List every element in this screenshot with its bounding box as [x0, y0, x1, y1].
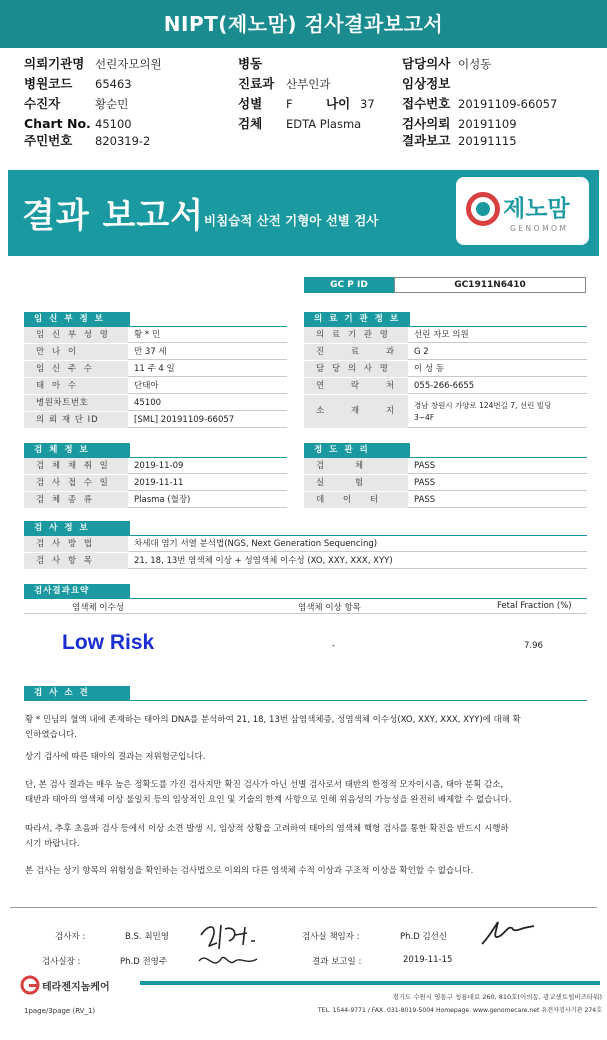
institution-row [304, 327, 587, 343]
findings-paragraph: 인하였습니다. [25, 730, 77, 740]
specimen-row [24, 458, 287, 474]
header-value: 820319-2 [95, 134, 151, 148]
patient-row [24, 395, 287, 411]
chief-label: 검사실장 : [42, 957, 81, 967]
row-value: [SML] 20191109-66057 [134, 415, 235, 425]
header-label: 병동 [238, 56, 263, 71]
patient-row [24, 412, 287, 428]
lab-lead-label: 검사실 책임자 : [302, 932, 360, 942]
row-value: PASS [414, 478, 436, 488]
section-divider [24, 598, 587, 599]
institution-row [304, 378, 587, 394]
header-label: 검체 [238, 116, 263, 131]
row-key: 병원차트번호 [24, 395, 128, 411]
institution-row [304, 395, 587, 428]
footer-line [140, 981, 600, 985]
institution-row [304, 361, 587, 377]
row-key: 임 신 부 성 명 [24, 327, 128, 343]
institution-row [304, 344, 587, 360]
header-value: 37 [360, 97, 375, 111]
specimen-row [24, 492, 287, 508]
header-label: 의뢰기관명 [24, 56, 85, 71]
row-value: 2019-11-09 [134, 461, 184, 471]
row-key: 검 체 종 류 [24, 492, 128, 508]
row-key: 검 사 방 법 [24, 536, 128, 552]
summary-col-abnormal: 염색체 이상 항목 [298, 603, 361, 613]
row-key: 소 재 지 [304, 395, 408, 428]
row-value: 단태아 [134, 381, 159, 391]
findings-heading: 검 사 소 견 [24, 686, 130, 700]
row-value: 2019-11-11 [134, 478, 184, 488]
footer-address: 경기도 수원시 영통구 청룡대로 260, 810호(이의동, 광교센트럴비즈타워) [392, 993, 602, 1001]
lab-lead-signature-icon [478, 918, 538, 950]
header-label: 나이 [326, 96, 351, 111]
page-number: 1page/3page (RV_1) [24, 1007, 96, 1015]
tester-label: 검사자 : [55, 932, 86, 942]
risk-result: Low Risk [62, 631, 155, 654]
chief-name: Ph.D 전영주 [120, 957, 168, 967]
row-value: 055-266-6655 [414, 381, 475, 391]
row-value: G 2 [414, 347, 429, 357]
header-value: 65463 [95, 77, 132, 91]
row-key: 검 사 접 수 일 [24, 475, 128, 491]
result-report-title: 결과 보고서 [22, 196, 205, 236]
test-info-row [24, 536, 587, 552]
header-value: 20191109-66057 [458, 97, 558, 111]
logo-text: 제노맘 [503, 196, 570, 222]
row-key: 의 료 기 관 명 [304, 327, 408, 343]
abnormal-value: - [332, 641, 336, 651]
row-value: 45100 [134, 398, 162, 408]
row-key: 검 사 항 목 [24, 553, 128, 569]
summary-col-fetal-fraction: Fetal Fraction (%) [497, 601, 572, 611]
header-value: 20191109 [458, 117, 517, 131]
header-label: 진료과 [238, 76, 275, 91]
lab-lead-name: Ph.D 김선신 [400, 932, 448, 942]
header-value: 20191115 [458, 134, 517, 148]
row-value: 경남 창원시 가양로 124번길 7, 선린 빌딩 [414, 401, 552, 410]
logo-mark-inner-icon [476, 202, 490, 216]
header-value: 이성동 [458, 57, 492, 71]
header-label: 성별 [238, 96, 263, 111]
row-key: 의 뢰 재 단 ID [24, 412, 128, 428]
row-key: 만 나 이 [24, 344, 128, 360]
row-key: 태 아 수 [24, 378, 128, 394]
signature-divider [10, 907, 597, 908]
logo-subtext: GENOMOM [510, 224, 569, 233]
row-value: 21, 18, 13번 염색체 이상 + 성염색체 이수성 (XO, XXY, XXX, XYY) [134, 556, 393, 566]
row-key: 실 험 [304, 475, 408, 491]
header-label: 병원코드 [24, 76, 73, 91]
row-value: PASS [414, 495, 436, 505]
findings-paragraph: 상기 검사에 따른 태아의 결과는 저위험군입니다. [25, 752, 206, 762]
gcp-id-value: GC1911N6410 [394, 277, 586, 293]
row-key: 검 체 채 취 일 [24, 458, 128, 474]
row-key: 데 이 터 [304, 492, 408, 508]
row-value-cont: 3~4F [414, 413, 435, 422]
header-label: 담당의사 [402, 56, 451, 71]
header-label: 임상정보 [402, 76, 451, 91]
row-value: 차세대 염기 서열 분석법(NGS, Next Generation Sequencing) [134, 539, 378, 549]
summary-heading: 검사결과요약 [24, 584, 130, 598]
qc-heading: 정 도 관 리 [304, 443, 410, 457]
findings-paragraph: 시기 바랍니다. [25, 839, 80, 849]
summary-col-aneuploidy: 염색체 이수성 [72, 603, 124, 613]
report-date-value: 2019-11-15 [403, 955, 453, 965]
qc-row [304, 475, 587, 491]
result-report-subtitle: 비침습적 산전 기형아 선별 검사 [204, 213, 379, 228]
qc-row [304, 492, 587, 508]
header-value: 황순민 [95, 97, 129, 111]
patient-row [24, 378, 287, 394]
patient-row [24, 344, 287, 360]
institution-info-heading: 의 료 기 관 정 보 [304, 312, 410, 326]
test-info-heading: 검 사 정 보 [24, 521, 130, 535]
row-value: 11 주 4 일 [134, 364, 175, 374]
company-logo-icon [20, 975, 40, 995]
summary-divider [24, 613, 587, 614]
header-value: EDTA Plasma [286, 117, 362, 131]
fetal-fraction-value: 7.96 [524, 641, 543, 651]
test-info-row [24, 553, 587, 569]
header-label: Chart No. [24, 116, 91, 131]
row-key: 진 료 과 [304, 344, 408, 360]
findings-paragraph: 본 검사는 상기 항목의 위험성을 확인하는 검사법으로 이외의 다른 염색체 수적 이상과 구조적 이상을 확인할 수 없습니다. [25, 866, 474, 876]
patient-row [24, 327, 287, 343]
header-label: 검사의뢰 [402, 116, 451, 131]
tester-name: B.S. 최민영 [125, 932, 169, 942]
header-value: 선린자모의원 [95, 57, 162, 71]
row-key: 임 신 주 수 [24, 361, 128, 377]
row-value: Plasma (혈장) [134, 495, 191, 505]
header-label: 접수번호 [402, 96, 451, 111]
header-label: 주민번호 [24, 133, 73, 148]
section-divider [24, 700, 587, 701]
specimen-info-heading: 검 체 정 보 [24, 443, 130, 457]
row-value: 황 * 민 [134, 330, 161, 340]
row-value: 이 성 동 [414, 364, 445, 374]
row-value: PASS [414, 461, 436, 471]
findings-paragraph: 태반과 태아의 염색체 이상 불일치 등의 임상적인 요인 및 기술의 한계 사항으로 인해 위음성의 가능성을 완전히 배제할 수 없습니다. [25, 795, 512, 805]
qc-row [304, 458, 587, 474]
row-value: 선린 자모 의원 [414, 330, 469, 340]
header-value: 45100 [95, 117, 132, 131]
tester-signature-icon [195, 915, 265, 975]
findings-paragraph: 단, 본 검사 결과는 매우 높은 정확도를 가진 검사지만 확진 검사가 아닌 선별 검사로서 태반의 한정적 모자이시즘, 태아 분획 감소, [25, 780, 504, 790]
header-value: F [286, 97, 293, 111]
patient-row [24, 361, 287, 377]
row-key: 검 체 [304, 458, 408, 474]
footer-contact: TEL. 1544-9771 / FAX. 031-8019-5004 Homepage. www.genomecare.net 유전자검사기관 274호 [317, 1007, 602, 1014]
company-name: 테라젠지놈케어 [42, 982, 110, 993]
row-key: 연 락 처 [304, 378, 408, 394]
row-value: 만 37 세 [134, 347, 167, 357]
patient-info-heading: 임 신 부 정 보 [24, 312, 130, 326]
report-date-label: 결과 보고일 : [312, 957, 362, 967]
header-label: 결과보고 [402, 133, 451, 148]
header-value: 산부인과 [286, 77, 331, 91]
gcp-id-label: GC P ID [304, 277, 394, 293]
report-header-title: NIPT(제노맘) 검사결과보고서 [0, 0, 607, 48]
header-label: 수진자 [24, 96, 61, 111]
row-key: 담 당 의 사 명 [304, 361, 408, 377]
findings-paragraph: 황 * 민님의 혈액 내에 존재하는 태아의 DNA를 분석하여 21, 18, 13번 삼염색체증, 성염색체 이수성(XO, XXY, XXX, XYY)에 대해 확 [25, 715, 521, 725]
specimen-row [24, 475, 287, 491]
findings-paragraph: 따라서, 추후 초음파 검사 등에서 이상 소견 발생 시, 임상적 상황을 고려하여 태아의 염색체 핵형 검사를 통한 확진을 반드시 시행하 [25, 824, 509, 834]
